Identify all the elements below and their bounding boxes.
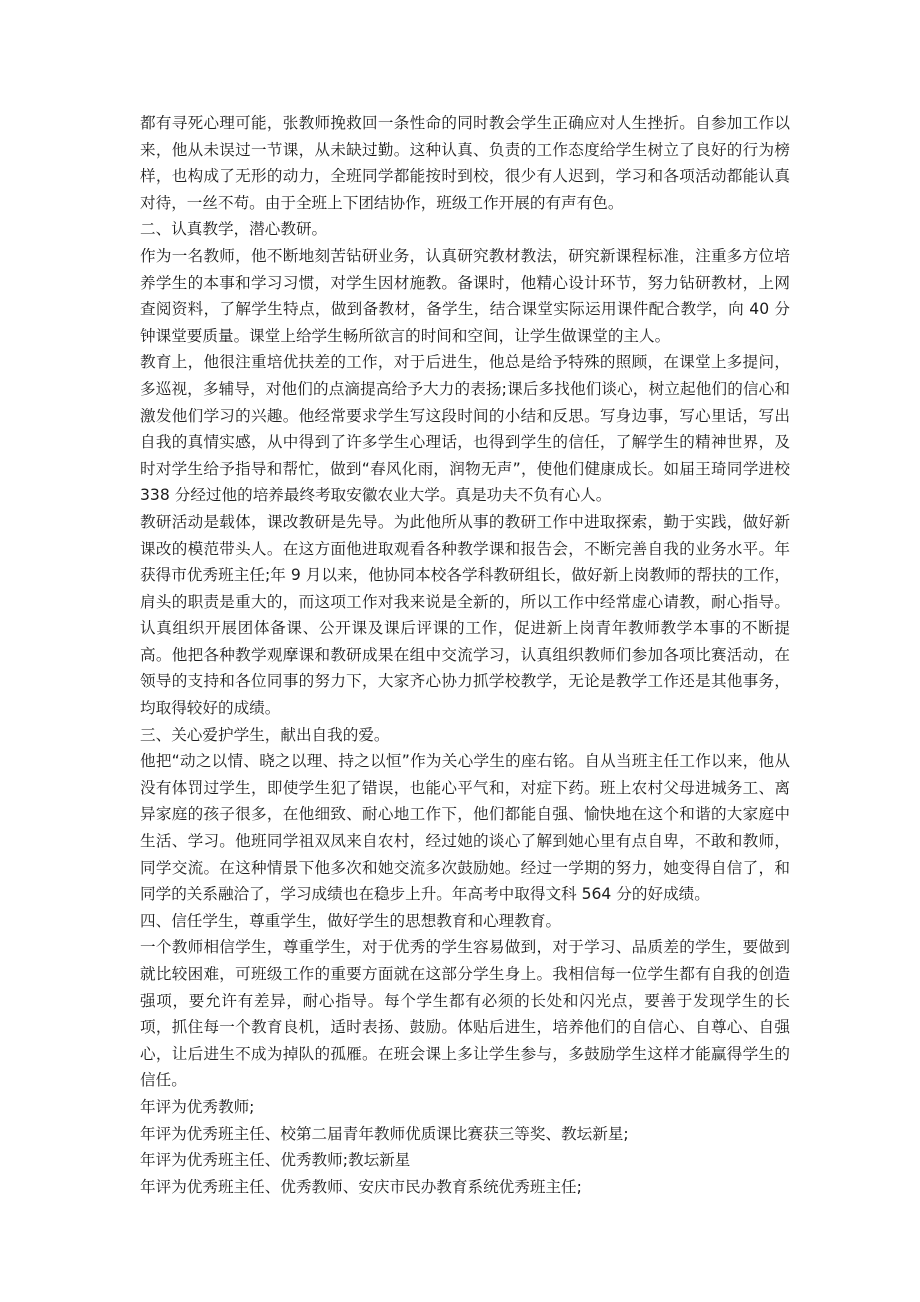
section-heading-3: 三、关心爱护学生，献出自我的爱。 [140,725,390,744]
paragraph-intro: 都有寻死心理可能，张教师挽救回一条性命的同时教会学生正确应对人生挫折。自参加工作以来，他从未误过一节课，从未缺过勤。这种认真、负责的工作态度给学生树立了良好的行为榜样，也构成了无形的动力，全班同学都能按时到校，很少有人迟到，学习和各项活动都能认真对待，一丝不苟。由于全班上下团结协作，班级工作开展的有声有色。 [140,114,790,212]
paragraph-care: 他把“动之以情、晓之以理、持之以恒”作为关心学生的座右铭。自从当班主任工作以来，他从没有体罚过学生，即使学生犯了错误，也能心平气和，对症下药。班上农村父母进城务工、离异家庭的孩子很多，在他细致、耐心地工作下，他们都能自强、愉快地在这个和谐的大家庭中生活、学习。他班同学祖双凤来自农村，经过她的谈心了解到她心里有点自卑，不敢和教师，同学交流。在这种情景下他多次和她交流多次鼓励她。经过一学期的努力，她变得自信了，和同学的关系融洽了，学习成绩也在稳步上升。年高考中取得文科 564 分的好成绩。 [140,752,790,904]
paragraph-education: 教育上，他很注重培优扶差的工作，对于后进生，他总是给予特殊的照顾，在课堂上多提问，多巡视，多辅导，对他们的点滴提高给予大力的表扬;课后多找他们谈心，树立起他们的信心和激发他们学习的兴趣。他经常要求学生写这段时间的小结和反思。写身边事，写心里话，写出自我的真情实感，从中得到了许多学生心理话，也得到学生的信任，了解学生的精神世界，及时对学生给予指导和帮忙，做到“春风化雨，润物无声”，使他们健康成长。如届王琦同学进校 338 分经过他的培养最终考取安徽农业大学。真是功夫不负有心人。 [140,353,790,505]
document-body [140,110,790,1200]
award-line-4: 年评为优秀班主任、优秀教师、安庆市民办教育系统优秀班主任; [140,1177,582,1196]
section-heading-2: 二、认真教学，潜心教研。 [140,220,328,239]
award-line-2: 年评为优秀班主任、校第二届青年教师优质课比赛获三等奖、教坛新星; [140,1124,629,1143]
paragraph-research: 教研活动是载体，课改教研是先导。为此他所从事的教研工作中进取探索，勤于实践，做好新课改的模范带头人。在这方面他进取观看各种教学课和报告会，不断完善自我的业务水平。年获得市优秀班主任;年 9 月以来，他协同本校各学科教研组长，做好新上岗教师的帮扶的工作，肩头的职责是重大的，而这项工作对我来说是全新的，所以工作中经常虚心请教，耐心指导。认真组织开展团体备课、公开课及课后评课的工作，促进新上岗青年教师教学本事的不断提高。他把各种教学观摩课和教研成果在组中交流学习，认真组织教师们参加各项比赛活动，在领导的支持和各位同事的努力下，大家齐心协力抓学校教学，无论是教学工作还是其他事务，均取得较好的成绩。 [140,512,790,718]
section-heading-4: 四、信任学生，尊重学生，做好学生的思想教育和心理教育。 [140,911,562,930]
award-line-3: 年评为优秀班主任、优秀教师;教坛新星 [140,1151,411,1170]
paragraph-trust: 一个教师相信学生，尊重学生，对于优秀的学生容易做到，对于学习、品质差的学生，要做到就比较困难，可班级工作的重要方面就在这部分学生身上。我相信每一位学生都有自我的创造强项，要允许有差异，耐心指导。每个学生都有必须的长处和闪光点，要善于发现学生的长项，抓住每一个教育良机，适时表扬、鼓励。体贴后进生，培养他们的自信心、自尊心、自强心，让后进生不成为掉队的孤雁。在班会课上多让学生参与，多鼓励学生这样才能赢得学生的信任。 [140,938,790,1090]
paragraph-teaching: 作为一名教师，他不断地刻苦钻研业务，认真研究教材教法，研究新课程标准，注重多方位培养学生的本事和学习习惯，对学生因材施教。备课时，他精心设计环节，努力钻研教材，上网查阅资料，了解学生特点，做到备教材，备学生，结合课堂实际运用课件配合教学，向 40 分钟课堂要质量。课堂上给学生畅所欲言的时间和空间，让学生做课堂的主人。 [140,246,790,345]
award-line-1: 年评为优秀教师; [140,1097,255,1116]
